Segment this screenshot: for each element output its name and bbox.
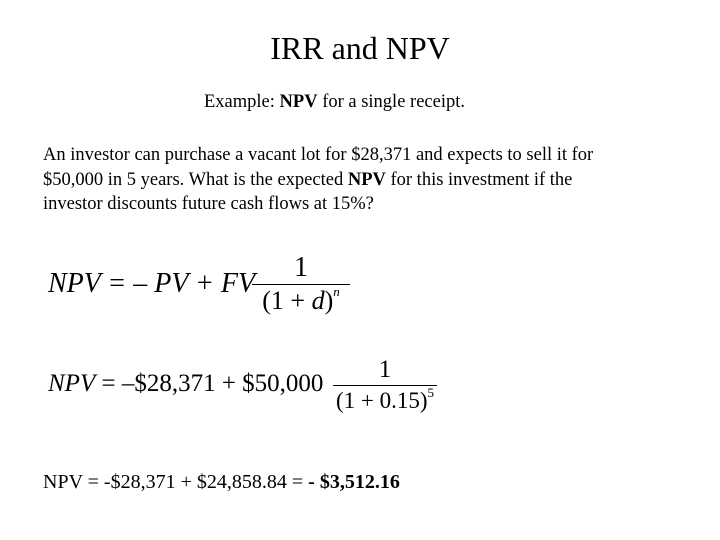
formula-denominator bbox=[252, 285, 350, 317]
substitution-lhs bbox=[48, 368, 323, 400]
problem-line-2-emphasis: NPV bbox=[347, 169, 386, 190]
formula-den-var: d bbox=[311, 286, 325, 315]
substitution-denominator bbox=[333, 386, 437, 416]
formula-den-open: (1 + bbox=[262, 286, 312, 315]
formula-numerator: 1 bbox=[294, 252, 308, 283]
result-answer: - $3,512.16 bbox=[308, 471, 400, 493]
example-prefix: Example: bbox=[204, 92, 275, 112]
problem-line-2-prefix: $50,000 in 5 years. What is the expected bbox=[43, 169, 344, 190]
example-heading bbox=[204, 90, 465, 114]
npv-result bbox=[43, 469, 400, 495]
result-text: NPV = -$28,371 + $24,858.84 = bbox=[43, 471, 304, 493]
example-emphasis: NPV bbox=[279, 92, 318, 112]
substitution-lhs-rest: = –$28,371 + $50,000 bbox=[95, 370, 324, 397]
problem-line-1: An investor can purchase a vacant lot for $28,371 and expects to sell it for bbox=[43, 145, 594, 165]
formula-exponent: n bbox=[333, 284, 340, 299]
slide-title: IRR and NPV bbox=[270, 30, 450, 66]
npv-substitution bbox=[48, 355, 488, 430]
npv-formula bbox=[48, 252, 408, 342]
substitution-numerator: 1 bbox=[378, 356, 392, 383]
formula-den-close: ) bbox=[324, 286, 334, 315]
substitution-fraction bbox=[333, 355, 437, 416]
example-suffix: for a single receipt. bbox=[322, 92, 465, 112]
problem-line-2 bbox=[43, 168, 683, 193]
substitution-den-text: (1 + 0.15) bbox=[335, 388, 428, 413]
problem-line-3: investor discounts future cash flows at 15%? bbox=[43, 194, 374, 214]
substitution-exponent: 5 bbox=[427, 385, 435, 400]
problem-statement bbox=[43, 143, 683, 217]
formula-lhs: NPV = – PV + FV bbox=[48, 268, 256, 299]
problem-line-2-suffix: for this investment if the bbox=[390, 169, 573, 190]
formula-fraction bbox=[252, 252, 350, 317]
substitution-lhs-var: NPV bbox=[48, 370, 96, 397]
